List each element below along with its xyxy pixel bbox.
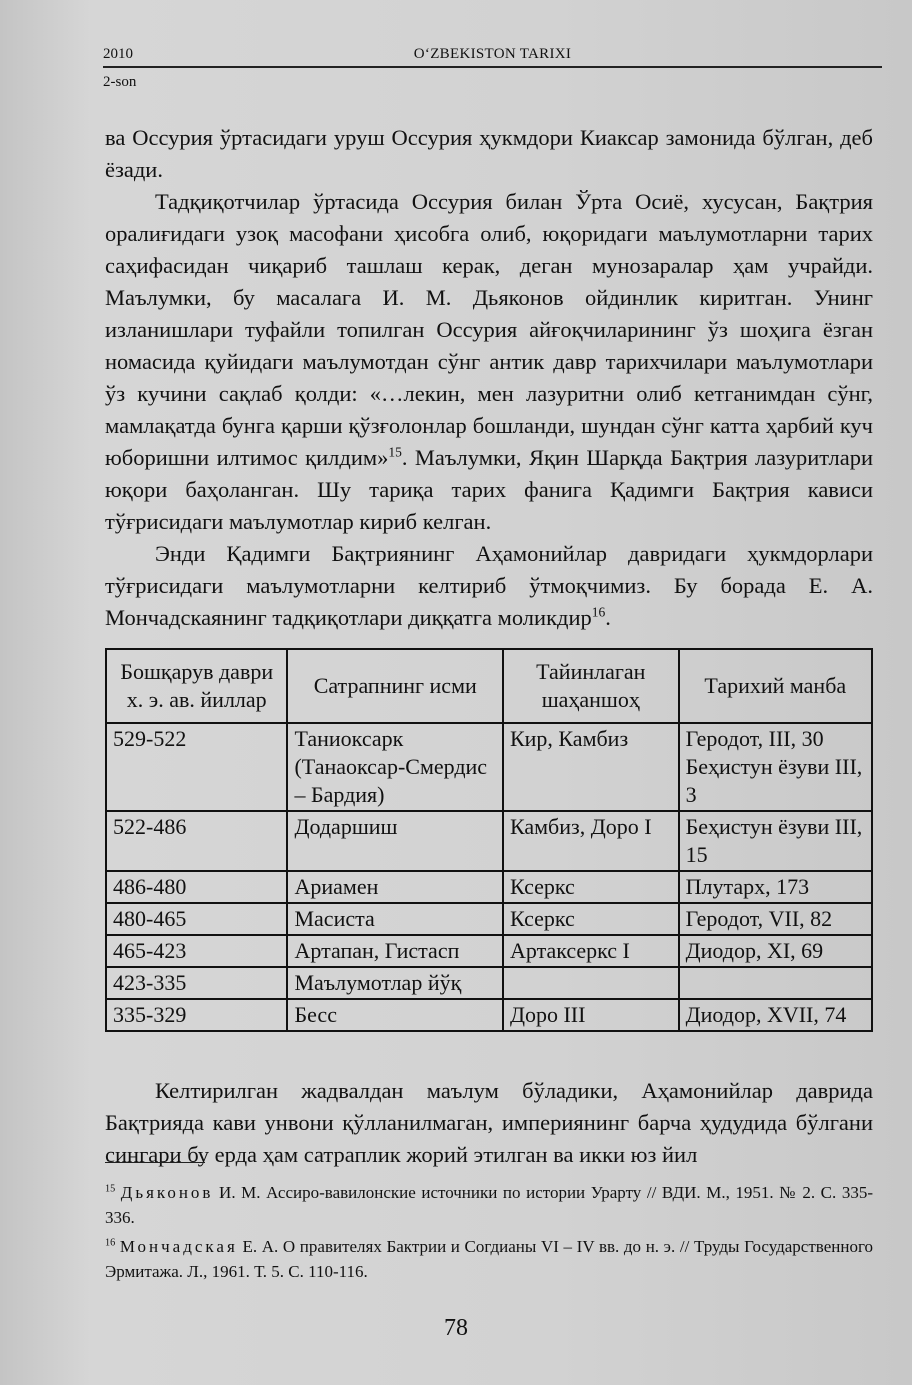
footnote-ref-16: 16 xyxy=(591,604,606,620)
table-header-row xyxy=(106,649,872,723)
table-cell: Диодор, XI, 69 xyxy=(679,935,872,967)
header-journal-title: O‘ZBEKISTON TARIXI xyxy=(413,46,572,62)
footnote-16 xyxy=(105,1234,873,1284)
table-cell: Ксеркс xyxy=(503,871,679,903)
table-row xyxy=(106,811,872,871)
footnote-author: Дьяконов xyxy=(120,1183,214,1202)
paragraph-2-text-a: Тадқиқотчилар ўртасида Оссурия билан Ўрта Осиё, хусусан, Бақтрия оралиғидаги узоқ масофани ҳисобга олиб, юқоридаги маълумотларни тарих саҳифасидан чиқариб ташлаш керак, деган мунозаралар ҳам учрайди. Маълумки, бу масалага И. М. Дьяконов ойдинлик киритган. Унинг изланишлари туфайли топилган Оссурия айғоқчиларининг ўз шоҳига ёзган номасида қуйидаги маълумотдан сўнг антик давр тарихчилари маълумотлари ўз кучини сақлаб қолди: «…лекин, мен лазуритни олиб кетганимдан сўнг, мамлақатда бунга қарши қўзғолонлар бошланди, шундан сўнг катта ҳарбий куч юборишни илтимос қилдим» xyxy=(105,189,873,470)
table-cell: Беҳистун ёзуви III, 15 xyxy=(679,811,872,871)
table-row xyxy=(106,871,872,903)
table-cell xyxy=(503,967,679,999)
paragraph-2 xyxy=(105,186,873,538)
footnote-text: И. М. Ассиро-вавилонские источники по истории Урарту // ВДИ. М., 1951. № 2. С. 335-336. xyxy=(105,1183,873,1227)
table-cell: Диодор, XVII, 74 xyxy=(679,999,872,1031)
table-cell: Ксеркс xyxy=(503,903,679,935)
table-row xyxy=(106,935,872,967)
body-text-bottom xyxy=(105,1075,873,1171)
footnote-author: Мончадская xyxy=(119,1237,238,1256)
paragraph-3-text-b: . xyxy=(605,605,611,630)
table-cell: Доро III xyxy=(503,999,679,1031)
table-header-cell: Бошқарув даври х. э. ав. йиллар xyxy=(106,649,287,723)
table-cell: Геродот, III, 30 Беҳистун ёзуви III, 3 xyxy=(679,723,872,811)
table-cell: Бесс xyxy=(287,999,502,1031)
header-issue: 2-son xyxy=(103,74,137,90)
table-cell: 335-329 xyxy=(106,999,287,1031)
table-cell: Таниоксарк (Танаоксар-Смердис – Бардия) xyxy=(287,723,502,811)
table-header-cell: Сатрапнинг исми xyxy=(287,649,502,723)
table-cell: 486-480 xyxy=(106,871,287,903)
table-cell: 465-423 xyxy=(106,935,287,967)
table-cell: Камбиз, Доро I xyxy=(503,811,679,871)
table-cell xyxy=(679,967,872,999)
table-cell: Ариамен xyxy=(287,871,502,903)
paragraph-3 xyxy=(105,538,873,634)
table-row xyxy=(106,999,872,1031)
table-header-cell: Тарихий манба xyxy=(679,649,872,723)
footnote-rule xyxy=(105,1162,205,1163)
table-cell: Артапан, Гистасп xyxy=(287,935,502,967)
table-cell: Кир, Камбиз xyxy=(503,723,679,811)
paragraph-2-text-b: . Маълумки, Яқин Шарқда Бақтрия лазуритлари юқори баҳоланган. Шу тариқа тарих фанига Қадимги Бақтрия кависи тўғрисидаги маълумотлар кириб келган. xyxy=(105,445,874,534)
body-text-top xyxy=(105,122,873,634)
table-cell: 423-335 xyxy=(106,967,287,999)
table-cell: 522-486 xyxy=(106,811,287,871)
footnote-15 xyxy=(105,1180,873,1230)
paragraph-1: ва Оссурия ўртасидаги уруш Оссурия ҳукмдори Киаксар замонида бўлган, деб ёзади. xyxy=(105,125,873,182)
table-cell: Маълумотлар йўқ xyxy=(287,967,502,999)
footnote-ref-15: 15 xyxy=(388,444,402,460)
header-year: 2010 xyxy=(103,46,133,62)
table-row xyxy=(106,967,872,999)
running-header xyxy=(103,40,882,90)
table-cell: 480-465 xyxy=(106,903,287,935)
table-row xyxy=(106,723,872,811)
table-header-cell: Тайинлаган шаҳаншоҳ xyxy=(503,649,679,723)
table-cell: Масиста xyxy=(287,903,502,935)
page-number: 78 xyxy=(444,1315,468,1341)
footnote-number: 16 xyxy=(105,1237,116,1249)
footnote-number: 15 xyxy=(105,1183,116,1195)
table-cell: Артаксеркс I xyxy=(503,935,679,967)
paragraph-3-text-a: Энди Қадимги Бақтриянинг Аҳамонийлар давридаги ҳукмдорлари тўғрисидаги маълумотларни келтириб ўтмоқчимиз. Бу борада Е. А. Мончадскаянинг тадқиқотлари диққатга моликдир xyxy=(105,541,873,630)
satraps-table xyxy=(105,648,873,1032)
table-cell: 529-522 xyxy=(106,723,287,811)
paragraph-4: Келтирилган жадвалдан маълум бўладики, Аҳамонийлар даврида Бақтрияда кави унвони қўлланилмаган, империянинг барча ҳудудида бўлгани сингари бу ерда ҳам сатраплик жорий этилган ва икки юз йил xyxy=(105,1078,873,1167)
table-row xyxy=(106,903,872,935)
table-cell: Плутарх, 173 xyxy=(679,871,872,903)
footnote-text: Е. А. О правителях Бактрии и Согдианы VI – IV вв. до н. э. // Труды Государственного Эрмитажа. Л., 1961. Т. 5. С. 110-116. xyxy=(105,1237,874,1281)
footnotes xyxy=(105,1180,873,1288)
header-rule xyxy=(103,66,882,68)
table-cell: Геродот, VII, 82 xyxy=(679,903,872,935)
table-cell: Додаршиш xyxy=(287,811,502,871)
